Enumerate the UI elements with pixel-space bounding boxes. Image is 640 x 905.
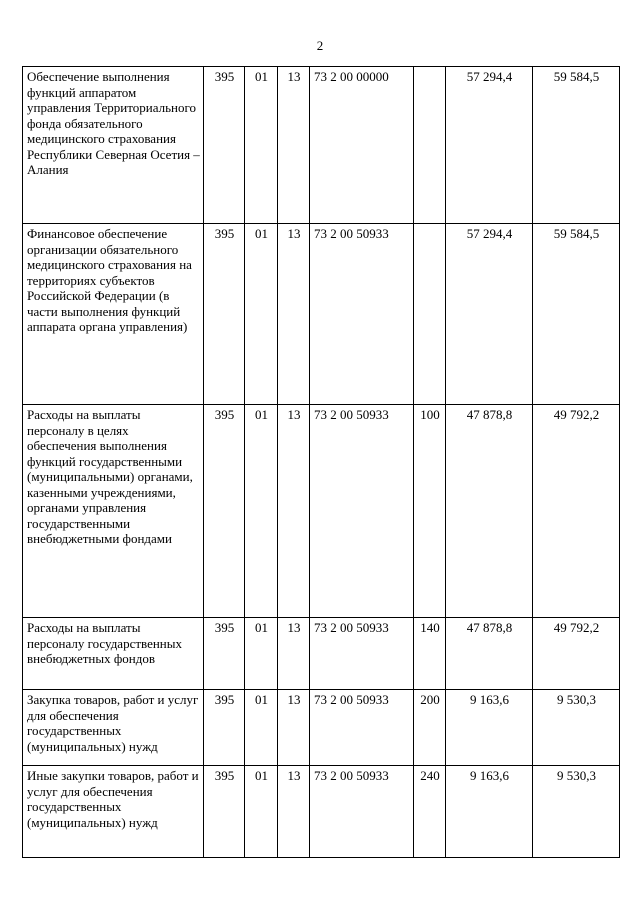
row-amount-year1: 57 294,4 xyxy=(446,67,533,224)
row-amount-year2: 59 584,5 xyxy=(533,67,620,224)
row-target-article: 73 2 00 50933 xyxy=(310,766,414,858)
row-subsection-code: 13 xyxy=(278,67,310,224)
row-name: Обеспечение выполнения функций аппаратом управления Территориального фонда обязательного медицинского страхования Республики Северная Осетия – Алания xyxy=(23,67,204,224)
table-row xyxy=(23,67,620,224)
row-ved-code: 395 xyxy=(204,690,245,766)
row-section-code: 01 xyxy=(245,690,278,766)
row-target-article: 73 2 00 00000 xyxy=(310,67,414,224)
row-amount-year1: 47 878,8 xyxy=(446,405,533,618)
budget-table xyxy=(22,66,620,858)
row-ved-code: 395 xyxy=(204,224,245,405)
row-name: Расходы на выплаты персоналу государственных внебюджетных фондов xyxy=(23,618,204,690)
row-ved-code: 395 xyxy=(204,618,245,690)
row-amount-year1: 57 294,4 xyxy=(446,224,533,405)
row-amount-year2: 59 584,5 xyxy=(533,224,620,405)
row-target-article: 73 2 00 50933 xyxy=(310,405,414,618)
row-expense-type: 140 xyxy=(414,618,446,690)
row-expense-type xyxy=(414,67,446,224)
row-expense-type: 100 xyxy=(414,405,446,618)
row-section-code: 01 xyxy=(245,405,278,618)
row-ved-code: 395 xyxy=(204,405,245,618)
row-amount-year2: 49 792,2 xyxy=(533,618,620,690)
row-amount-year2: 9 530,3 xyxy=(533,766,620,858)
row-subsection-code: 13 xyxy=(278,618,310,690)
row-subsection-code: 13 xyxy=(278,405,310,618)
row-ved-code: 395 xyxy=(204,766,245,858)
page-number: 2 xyxy=(316,38,324,53)
row-name: Финансовое обеспечение организации обязательного медицинского страхования на территориях субъектов Российской Федерации (в части выполнения функций аппарата органа управления) xyxy=(23,224,204,405)
row-amount-year2: 49 792,2 xyxy=(533,405,620,618)
row-name: Расходы на выплаты персоналу в целях обеспечения выполнения функций государственными (муниципальными) органами, казенными учреждениями, органами управления государственными внебюджетными фондами xyxy=(23,405,204,618)
row-subsection-code: 13 xyxy=(278,766,310,858)
row-target-article: 73 2 00 50933 xyxy=(310,224,414,405)
row-section-code: 01 xyxy=(245,766,278,858)
row-subsection-code: 13 xyxy=(278,690,310,766)
row-amount-year1: 9 163,6 xyxy=(446,766,533,858)
row-section-code: 01 xyxy=(245,67,278,224)
row-expense-type: 200 xyxy=(414,690,446,766)
row-expense-type xyxy=(414,224,446,405)
table-row xyxy=(23,224,620,405)
table-row xyxy=(23,405,620,618)
row-target-article: 73 2 00 50933 xyxy=(310,690,414,766)
table-row xyxy=(23,690,620,766)
table-row xyxy=(23,766,620,858)
row-name: Закупка товаров, работ и услуг для обеспечения государственных (муниципальных) нужд xyxy=(23,690,204,766)
row-section-code: 01 xyxy=(245,224,278,405)
row-amount-year2: 9 530,3 xyxy=(533,690,620,766)
row-amount-year1: 47 878,8 xyxy=(446,618,533,690)
table-row xyxy=(23,618,620,690)
row-subsection-code: 13 xyxy=(278,224,310,405)
row-name: Иные закупки товаров, работ и услуг для обеспечения государственных (муниципальных) нужд xyxy=(23,766,204,858)
row-section-code: 01 xyxy=(245,618,278,690)
row-ved-code: 395 xyxy=(204,67,245,224)
row-amount-year1: 9 163,6 xyxy=(446,690,533,766)
row-target-article: 73 2 00 50933 xyxy=(310,618,414,690)
row-expense-type: 240 xyxy=(414,766,446,858)
